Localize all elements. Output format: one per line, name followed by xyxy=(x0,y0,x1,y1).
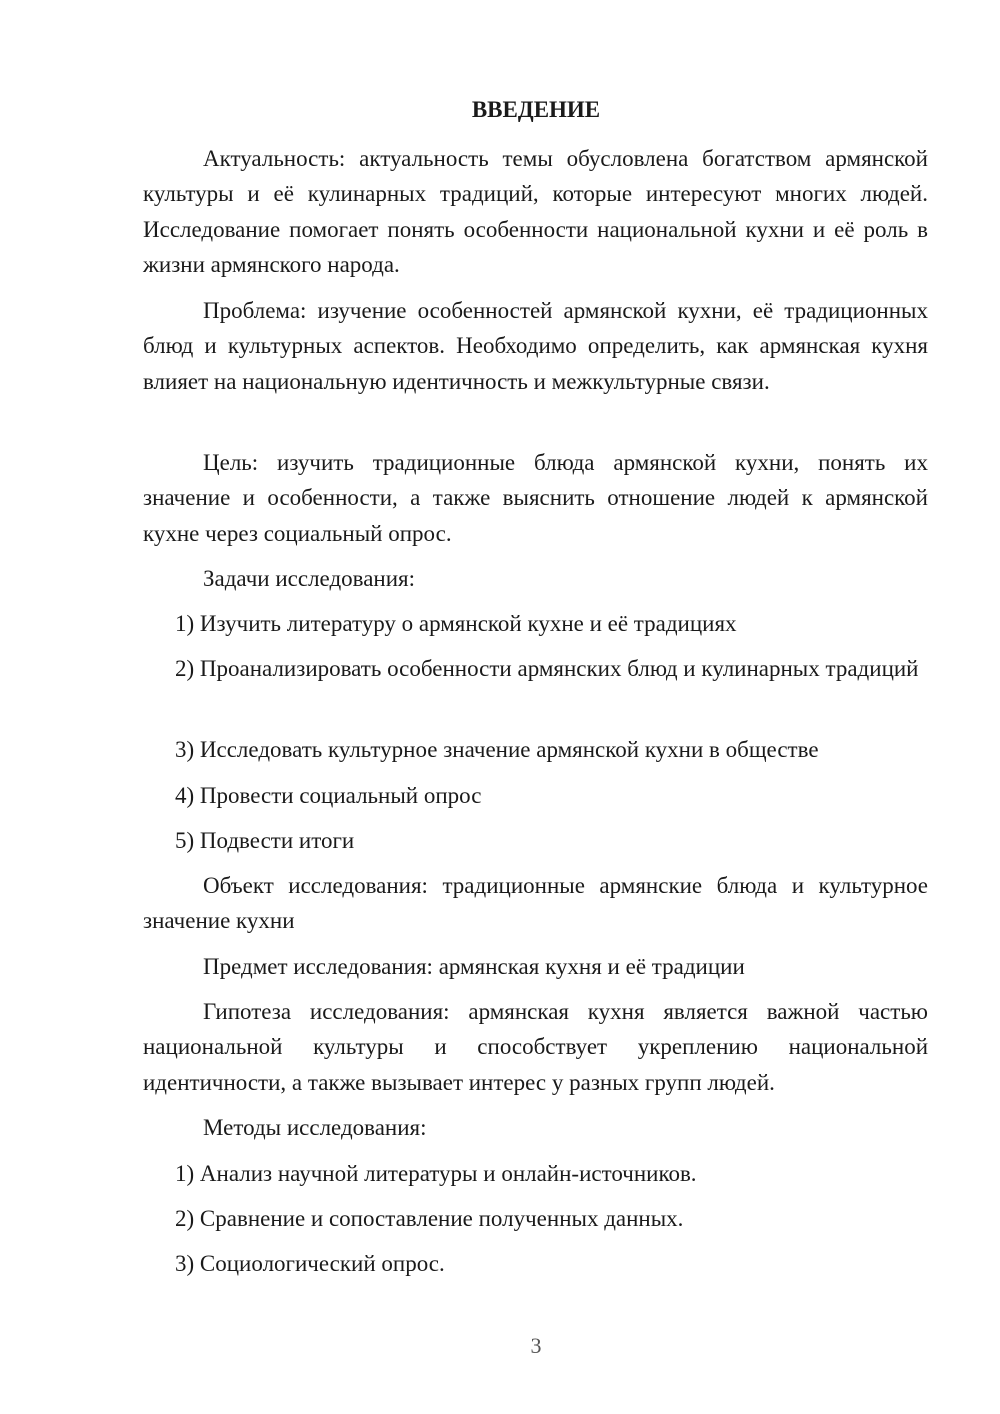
method-item-3: 3) Социологический опрос. xyxy=(175,1251,445,1276)
page-number: 3 xyxy=(530,1333,542,1358)
paragraph-hypothesis: Гипотеза исследования: армянская кухня является важной частью национальной культуры и способствует укреплению национальной идентичности, а также вызывает интерес у разных групп людей. xyxy=(143,999,928,1095)
paragraph-problem: Проблема: изучение особенностей армянской кухни, её традиционных блюд и культурных аспектов. Необходимо определить, как армянская кухня влияет на национальную идентичность и межкультурные связи. xyxy=(143,298,928,394)
task-item-2: 2) Проанализировать особенности армянских блюд и кулинарных традиций xyxy=(175,656,919,681)
methods-heading: Методы исследования: xyxy=(203,1115,427,1140)
method-item-1: 1) Анализ научной литературы и онлайн-источников. xyxy=(175,1161,697,1186)
paragraph-goal: Цель: изучить традиционные блюда армянской кухни, понять их значение и особенности, а также выяснить отношение людей к армянской кухне через социальный опрос. xyxy=(143,450,928,546)
task-item-3: 3) Исследовать культурное значение армянской кухни в обществе xyxy=(175,737,819,762)
method-item-2: 2) Сравнение и сопоставление полученных данных. xyxy=(175,1206,684,1231)
page-title: ВВЕДЕНИЕ xyxy=(471,97,601,122)
task-item-4: 4) Провести социальный опрос xyxy=(175,783,482,808)
paragraph-object: Объект исследования: традиционные армянские блюда и культурное значение кухни xyxy=(143,873,928,934)
paragraph-subject: Предмет исследования: армянская кухня и её традиции xyxy=(203,954,745,979)
tasks-heading: Задачи исследования: xyxy=(203,566,416,591)
paragraph-relevance: Актуальность: актуальность темы обусловлена богатством армянской культуры и её кулинарных традиций, которые интересуют многих людей. Исследование помогает понять особенности национальной кухни и её роль в жизни армянского народа. xyxy=(143,146,928,277)
task-item-5: 5) Подвести итоги xyxy=(175,828,355,853)
task-item-1: 1) Изучить литературу о армянской кухне и её традициях xyxy=(175,611,737,636)
